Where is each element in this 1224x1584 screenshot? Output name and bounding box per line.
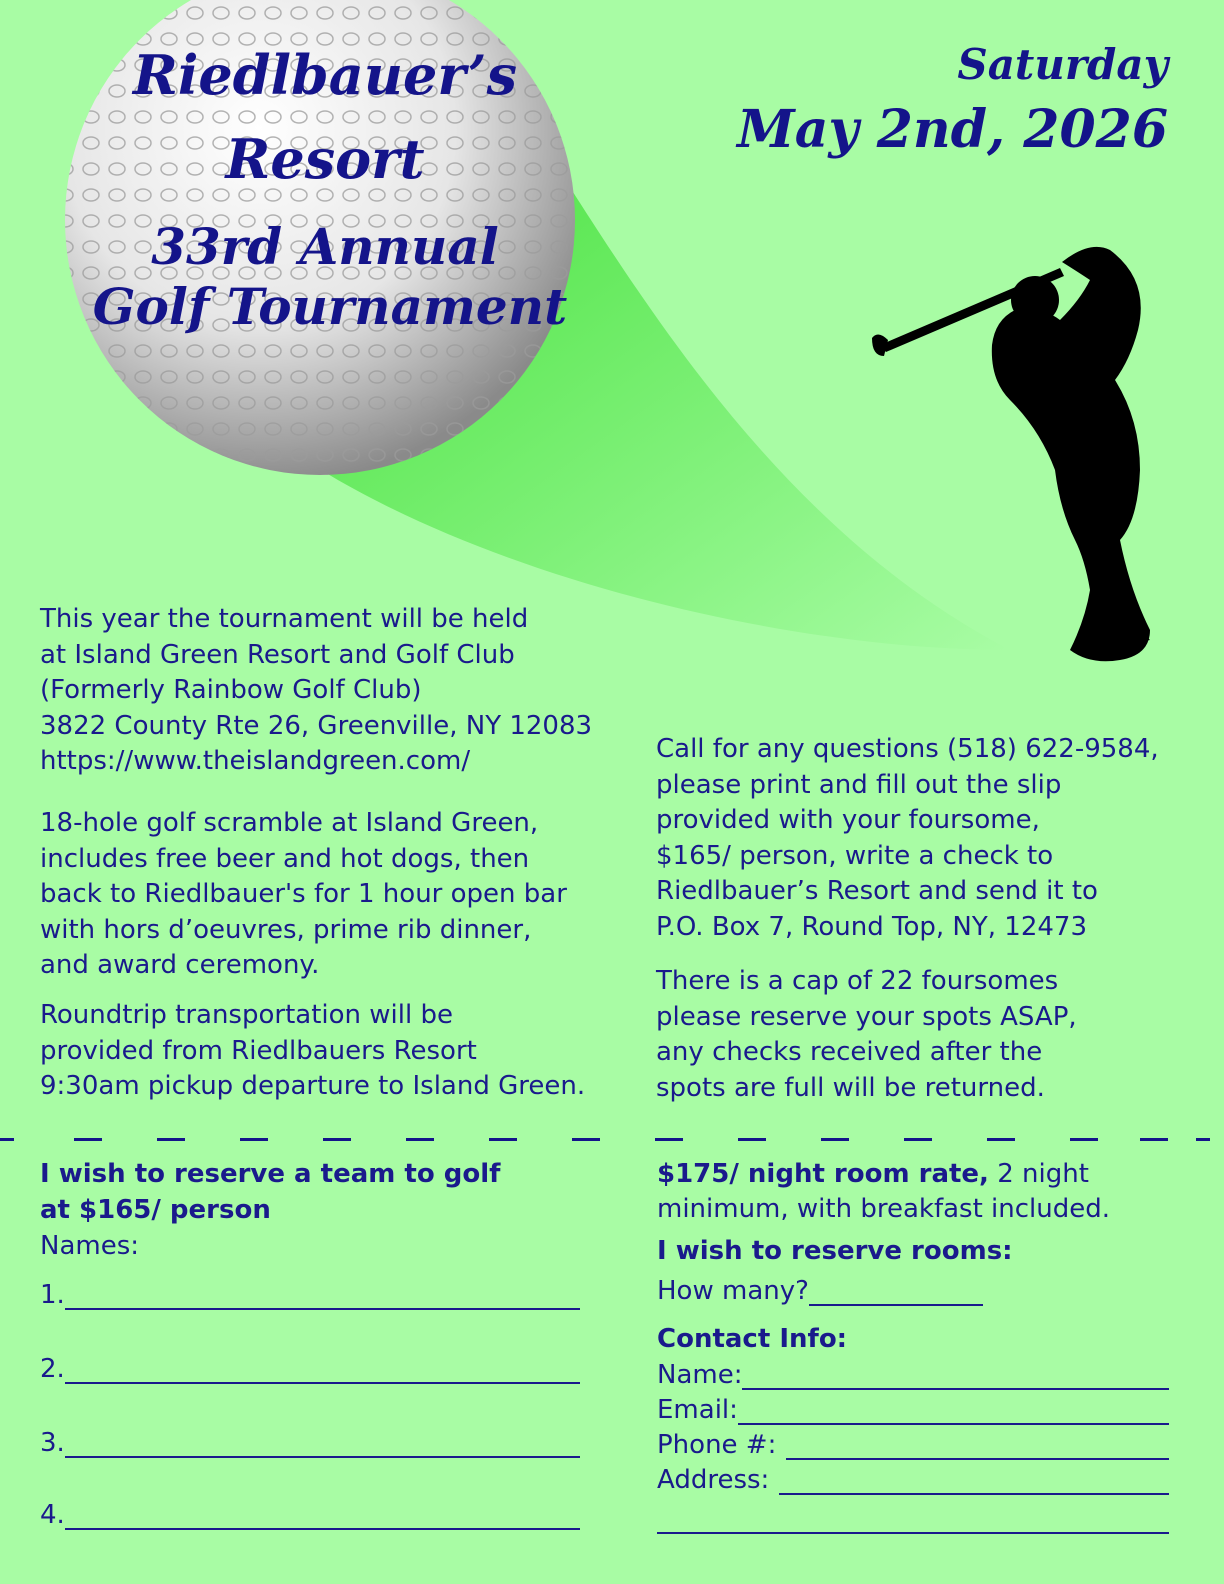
cut-dash [1140, 1138, 1168, 1141]
how-many-label: How many? [657, 1276, 809, 1306]
room-count-line[interactable] [809, 1276, 983, 1306]
email-line[interactable] [738, 1395, 1169, 1425]
venue-info: This year the tournament will be held at Island Green Resort and Golf Club (Formerly Rainbow Golf Club) 3822 County Rte 26, Greenville, NY 12083 https://www.theislandgreen.com/ [40, 604, 593, 776]
cut-dash [655, 1138, 683, 1141]
rooms-heading: I wish to reserve rooms: [657, 1236, 1013, 1266]
capacity-notice: There is a cap of 22 foursomes please reserve your spots ASAP, any checks received after the spots are full will be returned. [656, 966, 1077, 1103]
cut-dash [987, 1138, 1015, 1141]
player-3-field[interactable] [40, 1428, 580, 1458]
title-golf-tournament: Golf Tournament [92, 277, 568, 336]
contact-address-field[interactable] [657, 1465, 1169, 1495]
room-rate-terms: 2 night [988, 1159, 1089, 1189]
contact-heading: Contact Info: [657, 1324, 848, 1354]
room-rate-line2: minimum, with breakfast included. [657, 1194, 1111, 1224]
player-number: 4. [40, 1500, 65, 1530]
player-number: 2. [40, 1354, 65, 1384]
cut-dash [323, 1138, 351, 1141]
cut-dash [821, 1138, 849, 1141]
player-1-field[interactable] [40, 1280, 580, 1310]
address-line-2[interactable] [657, 1504, 1169, 1534]
contact-instructions: Call for any questions (518) 622-9584, please print and fill out the slip provided with your foursome, $165/ person, write a check to Riedlbauer’s Resort and send it to P.O. Box 7, Round Top, NY, 12473 [656, 734, 1159, 942]
cut-dash [1070, 1138, 1098, 1141]
contact-email-field[interactable] [657, 1395, 1169, 1425]
cut-dash [738, 1138, 766, 1141]
transport-info: Roundtrip transportation will be provided from Riedlbauers Resort 9:30am pickup departure to Island Green. [40, 1000, 586, 1101]
player-2-line[interactable] [65, 1354, 580, 1384]
cut-dash [1196, 1138, 1210, 1141]
room-count-field[interactable] [657, 1276, 983, 1306]
player-2-field[interactable] [40, 1354, 580, 1384]
address-label: Address: [657, 1465, 770, 1495]
cut-dash [0, 1138, 14, 1141]
player-4-line[interactable] [65, 1500, 580, 1530]
event-date: May 2nd, 2026 [737, 99, 1168, 160]
cut-dash [489, 1138, 517, 1141]
player-number: 1. [40, 1280, 65, 1310]
contact-phone-field[interactable] [657, 1430, 1169, 1460]
player-1-line[interactable] [65, 1280, 580, 1310]
player-number: 3. [40, 1428, 65, 1458]
name-line[interactable] [742, 1360, 1169, 1390]
player-4-field[interactable] [40, 1500, 580, 1530]
room-rate-price: $175/ night room rate, [657, 1159, 989, 1189]
player-3-line[interactable] [65, 1428, 580, 1458]
cut-dash [904, 1138, 932, 1141]
contact-name-field[interactable] [657, 1360, 1169, 1390]
name-label: Name: [657, 1360, 743, 1390]
cut-dash [406, 1138, 434, 1141]
phone-label: Phone #: [657, 1430, 777, 1460]
names-label: Names: [40, 1231, 140, 1261]
title-annual: 33rd Annual [151, 217, 499, 276]
event-day: Saturday [957, 40, 1168, 89]
cut-dash [157, 1138, 185, 1141]
room-rate [657, 1157, 1197, 1193]
cut-dash [572, 1138, 600, 1141]
cut-dash [74, 1138, 102, 1141]
phone-line[interactable] [786, 1430, 1169, 1460]
cut-dash [240, 1138, 268, 1141]
title-resort-name: Riedlbauer’s [132, 43, 517, 107]
event-details: 18-hole golf scramble at Island Green, includes free beer and hot dogs, then back to Riedlbauer's for 1 hour open bar with hors d’oeuvres, prime rib dinner, and award ceremony. [40, 808, 567, 980]
email-label: Email: [657, 1395, 738, 1425]
address-line[interactable] [779, 1465, 1169, 1495]
team-reservation-heading: I wish to reserve a team to golf at $165/ person [40, 1159, 501, 1225]
title-resort: Resort [225, 127, 425, 191]
